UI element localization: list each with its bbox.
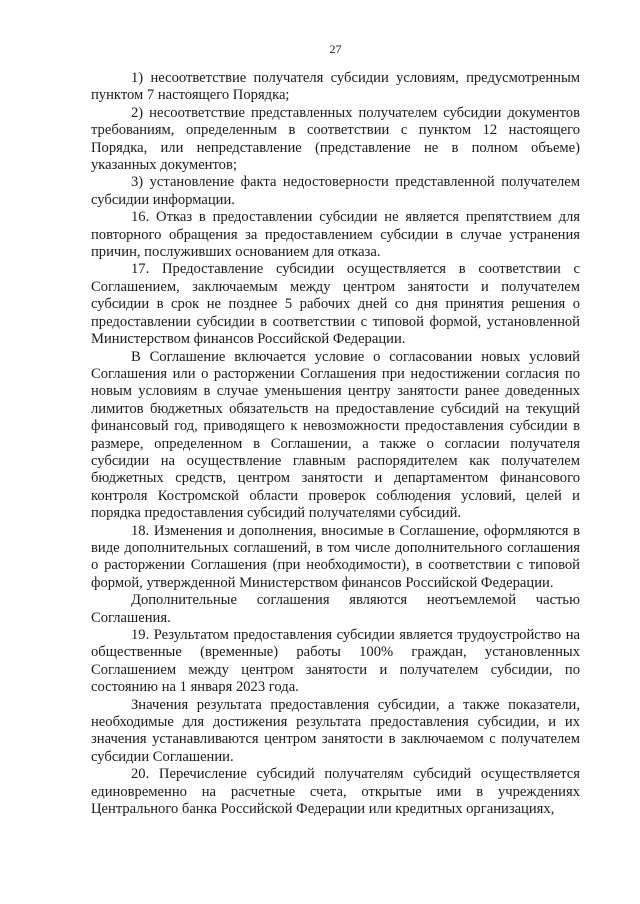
paragraph-17: 17. Предоставление субсидии осуществляется в соответствии с Соглашением, заключаемым между центром занятости и получателем субсидии в срок не позднее 5 рабочих дней со дня принятия решения о предоставлении субсидии в соответствии с типовой формой, установленной Министерством финансов Российской Федерации. <box>91 261 580 348</box>
paragraph-17-agreement-conditions: В Соглашение включается условие о согласовании новых условий Соглашения или о расторжении Соглашения при недостижении согласия по новым условиям в случае уменьшения центру занятости ранее доведенных лимитов бюджетных обязательств на предоставление субсидий на текущий финансовый год, приводящего к невозможности предоставления субсидии в размере, определенном в Соглашении, а также о согласии получателя субсидии на осуществление главным распорядителем как получателем бюджетных средств, центром занятости и департаментом финансового контроля Костромской области проверок соблюдения условий, целей и порядка предоставления субсидий получателями субсидий. <box>91 348 580 522</box>
paragraph-18-supplementary: Дополнительные соглашения являются неотъемлемой частью Соглашения. <box>91 592 580 626</box>
paragraph-19-result-values: Значения результата предоставления субсидии, а также показатели, необходимые для достижения результата предоставления субсидии, и их значения устанавливаются центром занятости в заключаемом с получателем субсидии Соглашении. <box>91 696 580 765</box>
paragraph-item-2: 2) несоответствие представленных получателем субсидии документов требованиям, определенным в соответствии с пунктом 12 настоящего Порядка, или непредставление (представление не в полном объеме) указанных документов; <box>91 104 580 174</box>
paragraph-item-3: 3) установление факта недостоверности представленной получателем субсидии информации. <box>91 174 580 208</box>
paragraph-16: 16. Отказ в предоставлении субсидии не является препятствием для повторного обращения за предоставлением субсидии в случае устранения причин, послуживших основанием для отказа. <box>91 209 580 261</box>
page-number: 27 <box>329 42 342 56</box>
paragraph-19: 19. Результатом предоставления субсидии является трудоустройство на общественные (временные) работы 100% граждан, установленных Соглашением между центром занятости и получателем субсидии, по состоянию на 1 января 2023 года. <box>91 627 580 696</box>
paragraph-18: 18. Изменения и дополнения, вносимые в Соглашение, оформляются в виде дополнительных соглашений, в том числе дополнительного соглашения о расторжении Соглашения (при необходимости), в соответствии с типовой формой, утвержденной Министерством финансов Российской Федерации. <box>91 522 580 591</box>
paragraph-20: 20. Перечисление субсидий получателям субсидий осуществляется единовременно на расчетные счета, открытые ими в учреждениях Центрального банка Российской Федерации или кредитных организациях, <box>91 766 580 818</box>
paragraph-item-1: 1) несоответствие получателя субсидии условиям, предусмотренным пунктом 7 настоящего Порядка; <box>91 70 580 104</box>
